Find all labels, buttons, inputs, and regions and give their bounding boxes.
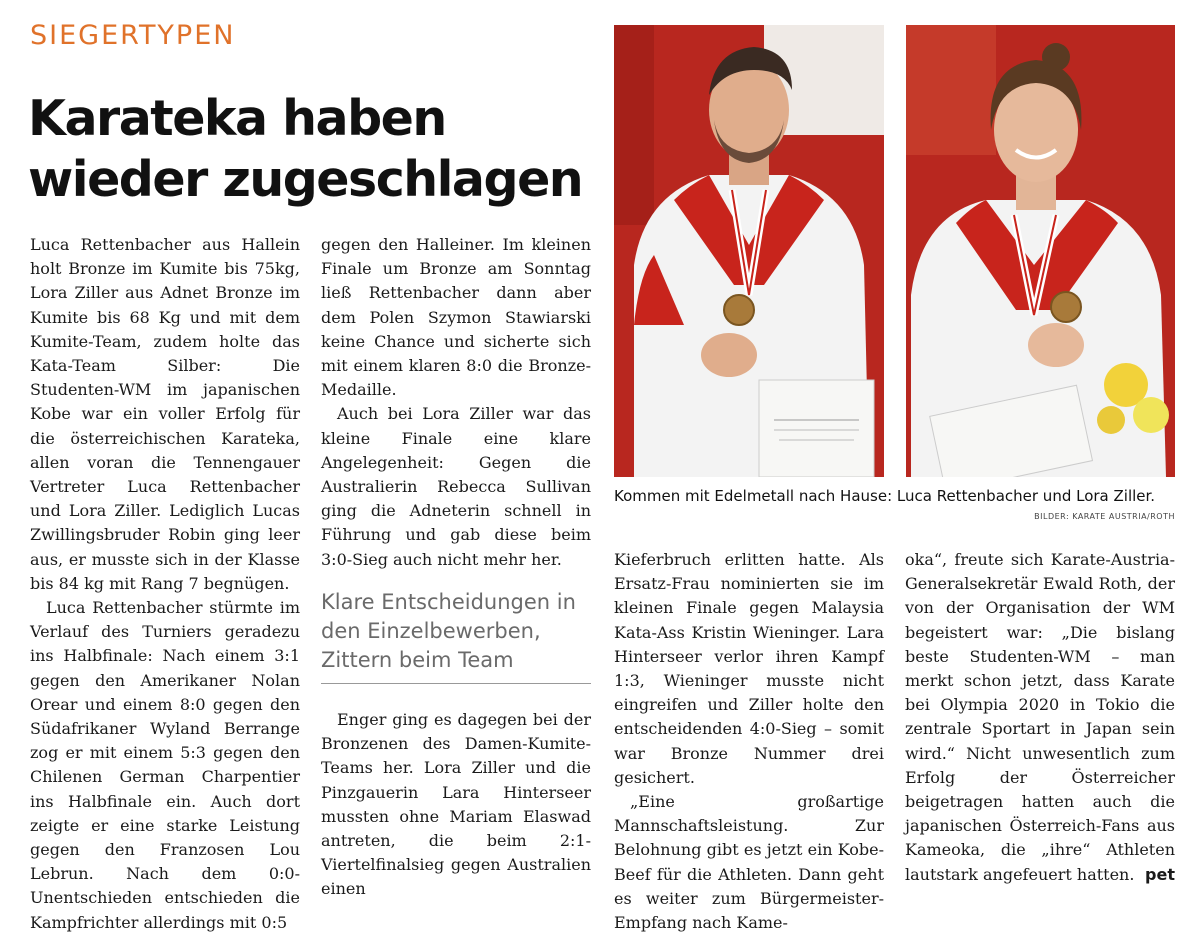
column-1: [30, 233, 300, 935]
athlete-photo-illustration: [614, 25, 884, 477]
paragraph: Enger ging es dagegen bei der Bronzenen des Damen-Kumite-Teams her. Lora Ziller und die Pinzgauerin Lara Hinterseer mussten ohne Mariam Elaswad antreten, die beim 2:1-Viertelfinalsieg gegen Australien einen: [321, 710, 591, 899]
paragraph: Luca Rettenbacher aus Hallein holt Bronze im Kumite bis 75kg, Lora Ziller aus Adnet Bronze im Kumite bis 68 Kg und mit dem Kumite-Team, zudem holte das Kata-Team Silber: Die Studenten-WM im japanischen Kobe war ein voller Erfolg für die österreichischen Karateka, allen voran die Tennengauer Vertreter Luca Rettenbacher und Lora Ziller. Lediglich Lucas Zwillingsbruder Robin ging leer aus, er musste sich in der Klasse bis 84 kg mit Rang 7 begnügen.: [30, 235, 300, 593]
headline-line-2: wieder zugeschlagen: [28, 151, 583, 208]
author-signature: pet: [1145, 864, 1175, 884]
paragraph: Kieferbruch erlitten hatte. Als Ersatz-Frau nominierten sie im kleinen Finale gegen Malaysia Kata-Ass Kristin Wieninger. Lara Hinterseer verlor ihren Kampf 1:3, Wieninger musste nicht eingreifen und Ziller holte den entscheidenden 4:0-Sieg – somit war Bronze Nummer drei gesichert.: [614, 550, 884, 787]
photo-lora-ziller: [906, 25, 1175, 477]
divider: [321, 683, 591, 684]
column-2: [321, 233, 591, 572]
photo-luca-rettenbacher: [614, 25, 884, 477]
paragraph: Auch bei Lora Ziller war das kleine Finale eine klare Angelegenheit: Gegen die Australierin Rebecca Sullivan ging die Adneterin schnell in Führung und gab diese beim 3:0-Sieg auch nicht mehr her.: [321, 404, 591, 569]
column-2-continued: [321, 708, 591, 902]
column-4: [905, 548, 1175, 887]
paragraph: gegen den Halleiner. Im kleinen Finale um Bronze am Sonntag ließ Rettenbacher dann aber dem Polen Szymon Stawiarski keine Chance und sicherte sich mit einem klaren 8:0 die Bronze-Medaille.: [321, 235, 591, 400]
paragraph: Luca Rettenbacher stürmte im Verlauf des Turniers geradezu ins Halbfinale: Nach einem 3:1 gegen den Amerikaner Nolan Orear und einem 8:0 gegen den Südafrikaner Wyland Berrange zog er mit einem 5:3 gegen den Chilenen German Charpentier ins Halbfinale ein. Auch dort zeigte er eine starke Leistung gegen den Franzosen Lou Lebrun. Nach dem 0:0-Unentschieden entschieden die Kampfrichter allerdings mit 0:5: [30, 598, 300, 932]
photo-credit: BILDER: KARATE AUSTRIA/ROTH: [1034, 512, 1175, 521]
headline-line-1: Karateka haben: [28, 90, 446, 147]
photo-caption: Kommen mit Edelmetall nach Hause: Luca Rettenbacher und Lora Ziller.: [614, 487, 1156, 505]
paragraph-text: oka“, freute sich Karate-Austria-Generalsekretär Ewald Roth, der von der Organisation der WM begeistert war: „Die bislang beste Studenten-WM – man merkt schon jetzt, dass Karate bei Olympia 2020 in Tokio die zentrale Sportart in Japan sein wird.“ Nicht unwesentlich zum Erfolg der Österreicher beigetragen hatten auch die japanischen Österreich-Fans aus Kameoka, die „ihre“ Athleten lautstark angefeuert hatten.: [905, 550, 1175, 884]
column-3: [614, 548, 884, 935]
paragraph: „Eine großartige Mannschaftsleistung. Zur Belohnung gibt es jetzt ein Kobe-Beef für die Athleten. Dann geht es weiter zum Bürgermeister-Empfang nach Kame-: [614, 792, 884, 933]
subheading: Klare Entscheidungen in den Einzelbewerben, Zittern beim Team: [321, 590, 576, 672]
athlete-photo-illustration: [906, 25, 1175, 477]
paragraph: [905, 548, 1175, 887]
headline: [28, 88, 582, 210]
kicker: SIEGERTYPEN: [30, 20, 236, 51]
